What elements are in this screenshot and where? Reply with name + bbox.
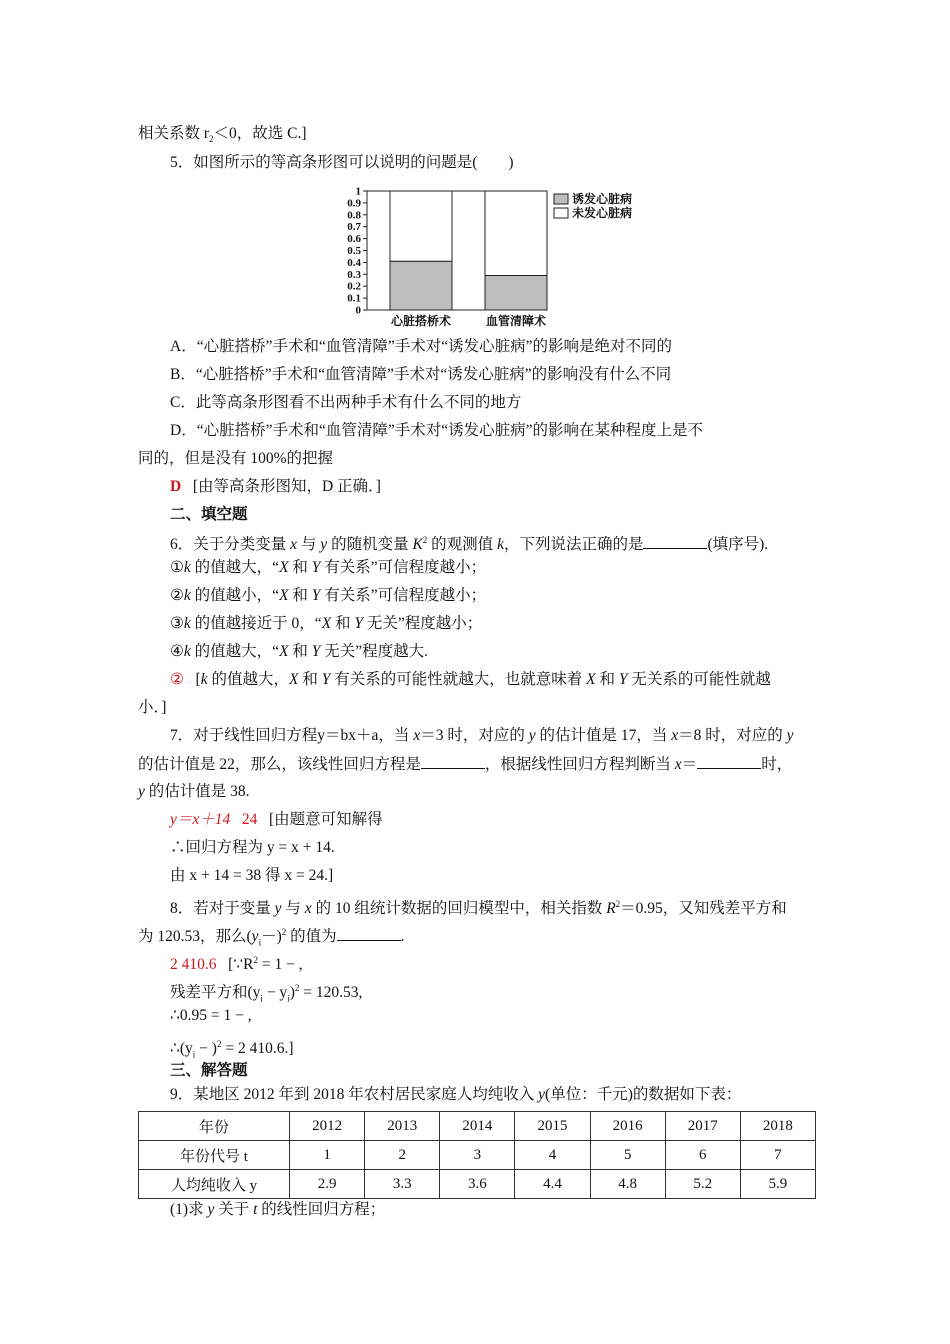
table-cell: 3.3	[365, 1170, 440, 1199]
question-8-cont: 为 120.53，那么$(y_i-)^2$ 的值为 .	[138, 927, 405, 948]
answer-blank	[697, 754, 761, 769]
answer-blank	[421, 754, 485, 769]
item-4: ④k 的值越大，“X 和 Y 无关”程度越大.	[170, 643, 429, 660]
option-c: C．此等高条形图看不出两种手术有什么不同的地方	[170, 394, 522, 411]
table-cell: 4	[515, 1141, 590, 1170]
question-5: 5．如图所示的等高条形图可以说明的问题是( )	[170, 154, 514, 171]
table-cell: 2014	[440, 1112, 515, 1141]
legend-label: 未发心脏病	[572, 206, 633, 220]
legend-swatch	[554, 208, 568, 218]
option-b: B．“心脏搭桥”手术和“血管清障”手术对“诱发心脏病”的影响没有什么不同	[170, 366, 672, 383]
answer-key: ②	[170, 671, 184, 688]
bar-segment	[390, 261, 452, 310]
row-header: 年份代号 t	[139, 1141, 290, 1170]
item-1: ①k 的值越大，“X 和 Y 有关系”可信程度越小；	[170, 559, 487, 576]
legend-swatch	[554, 194, 568, 204]
table-cell: 2017	[665, 1112, 740, 1141]
table-cell: 3.6	[440, 1170, 515, 1199]
table-cell: 5	[590, 1141, 665, 1170]
answer-8-line2: 残差平方和$(y_i - y_i)^2 = 120.53$,	[170, 983, 363, 1004]
bar-segment	[390, 191, 452, 261]
y-tick-label: 0.8	[347, 209, 361, 222]
answer-7-line2: ∴回归方程为 y = x + 14.	[170, 839, 335, 856]
table-cell: 2018	[740, 1112, 815, 1141]
data-table	[138, 1111, 816, 1199]
table-cell: 2.9	[290, 1170, 365, 1199]
y-tick-label: 0.6	[347, 233, 361, 246]
item-3: ③k 的值越接近于 0，“X 和 Y 无关”程度越小；	[170, 615, 483, 632]
legend-label: 诱发心脏病	[572, 192, 633, 206]
option-a: A．“心脏搭桥”手术和“血管清障”手术对“诱发心脏病”的影响是绝对不同的	[170, 338, 672, 355]
y-tick-label: 0.2	[347, 280, 361, 293]
option-d: D．“心脏搭桥”手术和“血管清障”手术对“诱发心脏病”的影响在某种程度上是不	[170, 422, 703, 439]
table-cell: 2016	[590, 1112, 665, 1141]
answer-8: 2 410.6 [$\because R^2 = 1$ − ,	[170, 955, 303, 974]
table-cell: 1	[290, 1141, 365, 1170]
y-tick-label: 0.1	[347, 292, 361, 305]
answer-key: D	[170, 478, 182, 495]
table-cell: 5.2	[665, 1170, 740, 1199]
answer-5: D [由等高条形图知，D 正确．]	[170, 478, 381, 495]
y-tick-label: 1	[355, 185, 361, 198]
question-7-cont: 的估计值是 22，那么，该线性回归方程是 ，根据线性回归方程判断当 x＝ 时，	[138, 756, 793, 773]
answer-7-line3: 由 x + 14 = 38 得 x = 24.]	[170, 867, 334, 884]
row-header: 年份	[139, 1112, 290, 1141]
y-tick-label: 0.7	[347, 221, 361, 234]
answer-8-line3: ∴0.95 = 1 − ,	[170, 1007, 252, 1024]
section-heading: 二、填空题	[170, 506, 248, 523]
table-cell: 2	[365, 1141, 440, 1170]
table-cell: 6	[665, 1141, 740, 1170]
answer-blank	[337, 926, 401, 941]
table-cell: 4.8	[590, 1170, 665, 1199]
table-row	[139, 1141, 816, 1170]
question-7-cont2: y 的估计值是 38.	[138, 783, 250, 800]
section-heading: 三、解答题	[170, 1062, 248, 1079]
table-row	[139, 1112, 816, 1141]
table-cell: 3	[440, 1141, 515, 1170]
answer-8-line4: $\therefore(y_i - )^2 = 2$ 410.6.]	[170, 1039, 294, 1060]
x-tick-label: 血管清障术	[485, 314, 547, 328]
answer-6: ② [k 的值越大，X 和 Y 有关系的可能性就越大，也就意味着 X 和 Y 无关系的可能性就越	[170, 671, 771, 688]
table-cell: 7	[740, 1141, 815, 1170]
answer-key: y＝x＋14	[170, 811, 231, 828]
y-tick-label: 0.9	[347, 197, 361, 210]
option-d-cont: 同的，但是没有 100%的把握	[138, 450, 334, 467]
answer-blank	[643, 534, 707, 549]
answer-7: y＝x＋14 24 [由题意可知解得	[170, 811, 383, 828]
y-tick-label: 0.3	[347, 268, 361, 281]
answer-6-cont: 小．]	[138, 699, 167, 716]
table-row	[139, 1170, 816, 1199]
table-cell: 5.9	[740, 1170, 815, 1199]
bar-segment	[485, 191, 547, 275]
question-7: 7．对于线性回归方程y＝bx＋a，当 x＝3 时，对应的 y 的估计值是 17，当 x＝8 时，对应的 y	[170, 727, 794, 744]
x-tick-label: 心脏搭桥术	[390, 314, 452, 328]
bar-segment	[485, 275, 547, 310]
table-cell: 2012	[290, 1112, 365, 1141]
question-6: 6．关于分类变量 x 与 y 的随机变量 $K^2$ 的观测值 k，下列说法正确的是 (填序号).	[170, 535, 769, 554]
y-tick-label: 0.4	[347, 256, 361, 269]
text-line: 相关系数 $r_2<0$，故选 C.]	[138, 125, 307, 145]
table-cell: 4.4	[515, 1170, 590, 1199]
question-8: 8．若对于变量 y 与 x 的 10 组统计数据的回归模型中，相关指数 $R^2=0.95$，又知残差平方和	[170, 899, 787, 918]
question-9: 9．某地区 2012 年到 2018 年农村居民家庭人均纯收入 y(单位：千元)的数据如下表：	[170, 1086, 742, 1103]
table-cell: 2013	[365, 1112, 440, 1141]
y-tick-label: 0.5	[347, 245, 361, 257]
row-header: 人均纯收入 y	[139, 1170, 290, 1199]
question-9-part1: (1)求 y 关于 t 的线性回归方程；	[170, 1201, 386, 1218]
stacked-bar-chart	[338, 184, 658, 332]
table-cell: 2015	[515, 1112, 590, 1141]
answer-key: 2 410.6	[170, 956, 217, 974]
item-2: ②k 的值越小，“X 和 Y 有关系”可信程度越小；	[170, 587, 487, 604]
y-tick-label: 0	[355, 304, 361, 317]
